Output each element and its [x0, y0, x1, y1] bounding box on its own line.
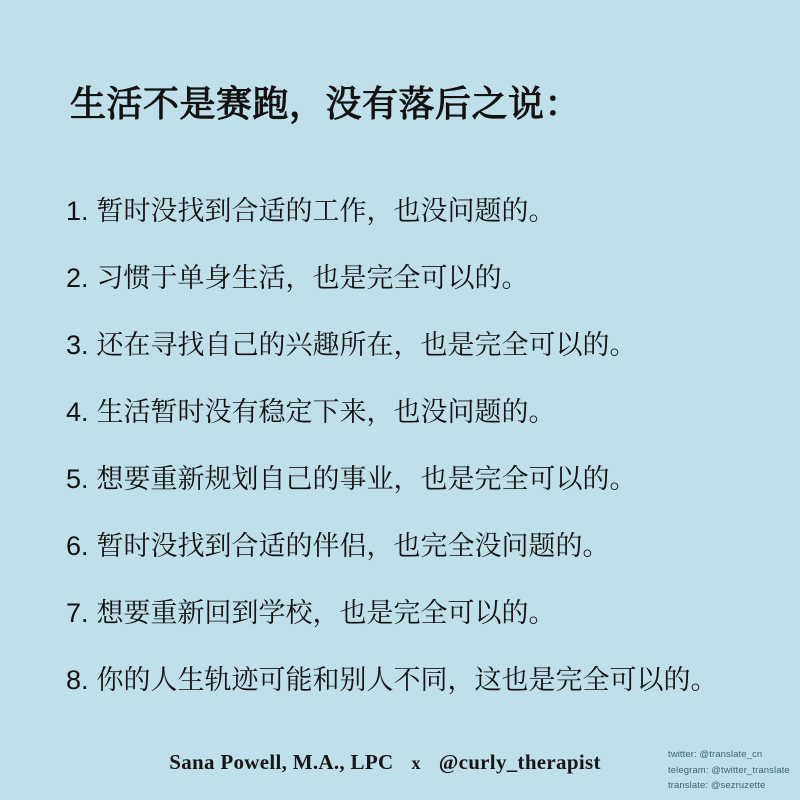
translator-credits [668, 747, 790, 794]
item-text: 暂时没找到合适的工作，也没问题的。 [96, 196, 556, 226]
list-item [66, 465, 770, 494]
list-item [66, 398, 770, 427]
item-text: 你的人生轨迹可能和别人不同，这也是完全可以的。 [96, 665, 718, 695]
item-number: 6. [66, 531, 89, 561]
item-number: 7. [66, 598, 89, 628]
telegram-credit: telegram: @twitter_translate [668, 764, 790, 776]
item-number: 3. [66, 330, 89, 360]
list-item [66, 331, 770, 360]
author-handle: @curly_therapist [438, 750, 601, 774]
item-number: 4. [66, 397, 89, 427]
affirmation-list [66, 197, 770, 695]
item-text: 还在寻找自己的兴趣所在，也是完全可以的。 [96, 330, 637, 360]
item-number: 5. [66, 464, 89, 494]
list-item [66, 666, 770, 695]
list-item [66, 264, 770, 293]
item-text: 想要重新回到学校，也是完全可以的。 [96, 598, 556, 628]
item-text: 暂时没找到合适的伴侣，也完全没问题的。 [96, 531, 610, 561]
item-text: 习惯于单身生活，也是完全可以的。 [96, 263, 529, 293]
list-item [66, 599, 770, 628]
twitter-credit: twitter: @translate_cn [668, 749, 763, 760]
translate-credit: translate: @sezruzette [668, 780, 766, 791]
item-text: 想要重新规划自己的事业，也是完全可以的。 [96, 464, 637, 494]
attribution-separator: x [411, 753, 421, 773]
list-item [66, 532, 770, 561]
item-number: 8. [66, 665, 89, 695]
list-item [66, 197, 770, 226]
item-text: 生活暂时没有稳定下来，也没问题的。 [96, 397, 556, 427]
item-number: 1. [66, 196, 89, 226]
card-title: 生活不是赛跑，没有落后之说： [70, 83, 582, 124]
author-credit: Sana Powell, M.A., LPC [169, 750, 394, 774]
item-number: 2. [66, 263, 89, 293]
